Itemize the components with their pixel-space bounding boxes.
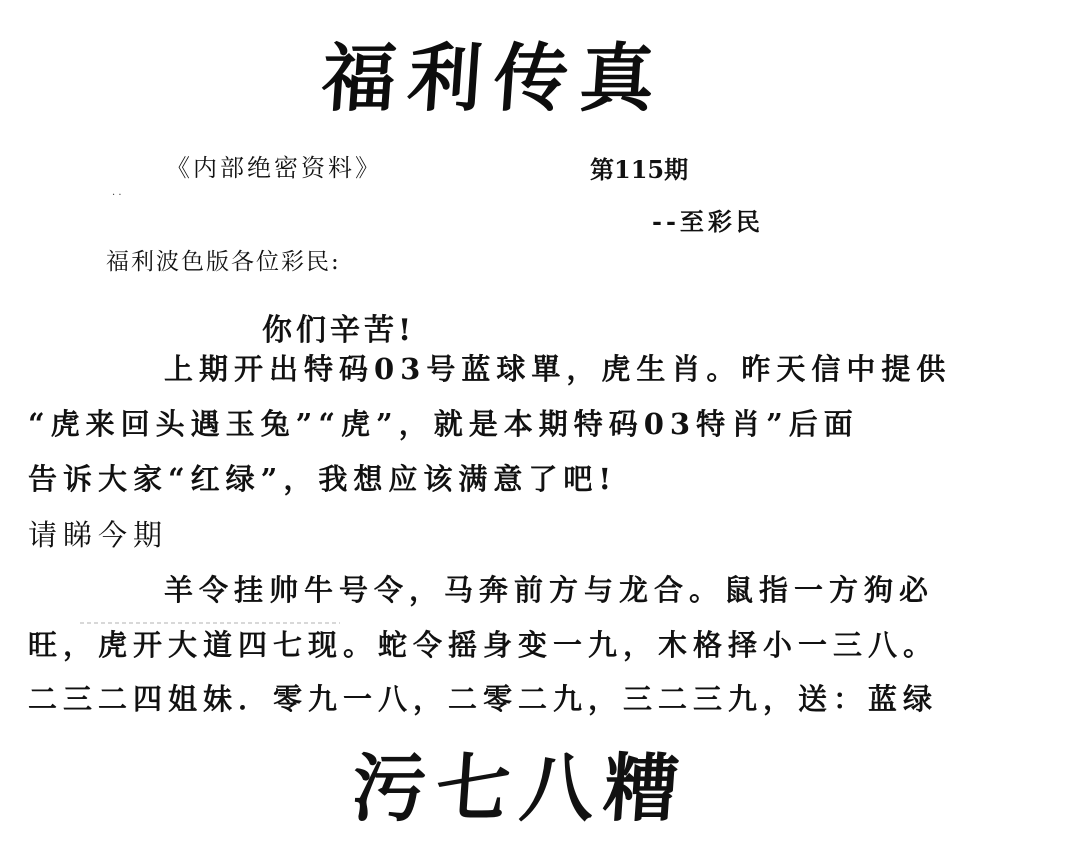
body-line-2: “虎来回头遇玉兔”“虎”，就是本期特码03特肖”后面: [28, 407, 859, 441]
signoff-line: --至彩民: [652, 207, 764, 236]
source-label: 《内部绝密资料》: [166, 154, 382, 182]
faint-scan-line: [80, 622, 340, 624]
body-line-5: 羊令挂帅牛号令，马奔前方与龙合。鼠指一方狗必: [164, 573, 935, 607]
scan-speck: · ·: [112, 190, 122, 201]
body-line-6: 旺，虎开大道四七现。蛇令摇身变一九，木格择小一三八。: [28, 628, 939, 662]
greeting-line: 你们辛苦!: [262, 313, 416, 348]
footer-title: 污七八糟: [348, 746, 692, 832]
greeting-recipient: 福利波色版各位彩民:: [106, 249, 341, 275]
body-line-4: 请睇今期: [28, 518, 169, 552]
body-line-1: 上期开出特码03号蓝球單，虎生肖。昨天信中提供: [164, 352, 952, 386]
redacted-area: [200, 520, 360, 554]
body-line-7: 二三二四姐妹．零九一八，二零二九，三二三九，送：蓝绿: [28, 682, 939, 716]
issue-number: 第115期: [590, 155, 689, 184]
body-line-3: 告诉大家“红绿”，我想应该满意了吧!: [28, 462, 618, 496]
document-title: 福利传真: [318, 36, 670, 122]
